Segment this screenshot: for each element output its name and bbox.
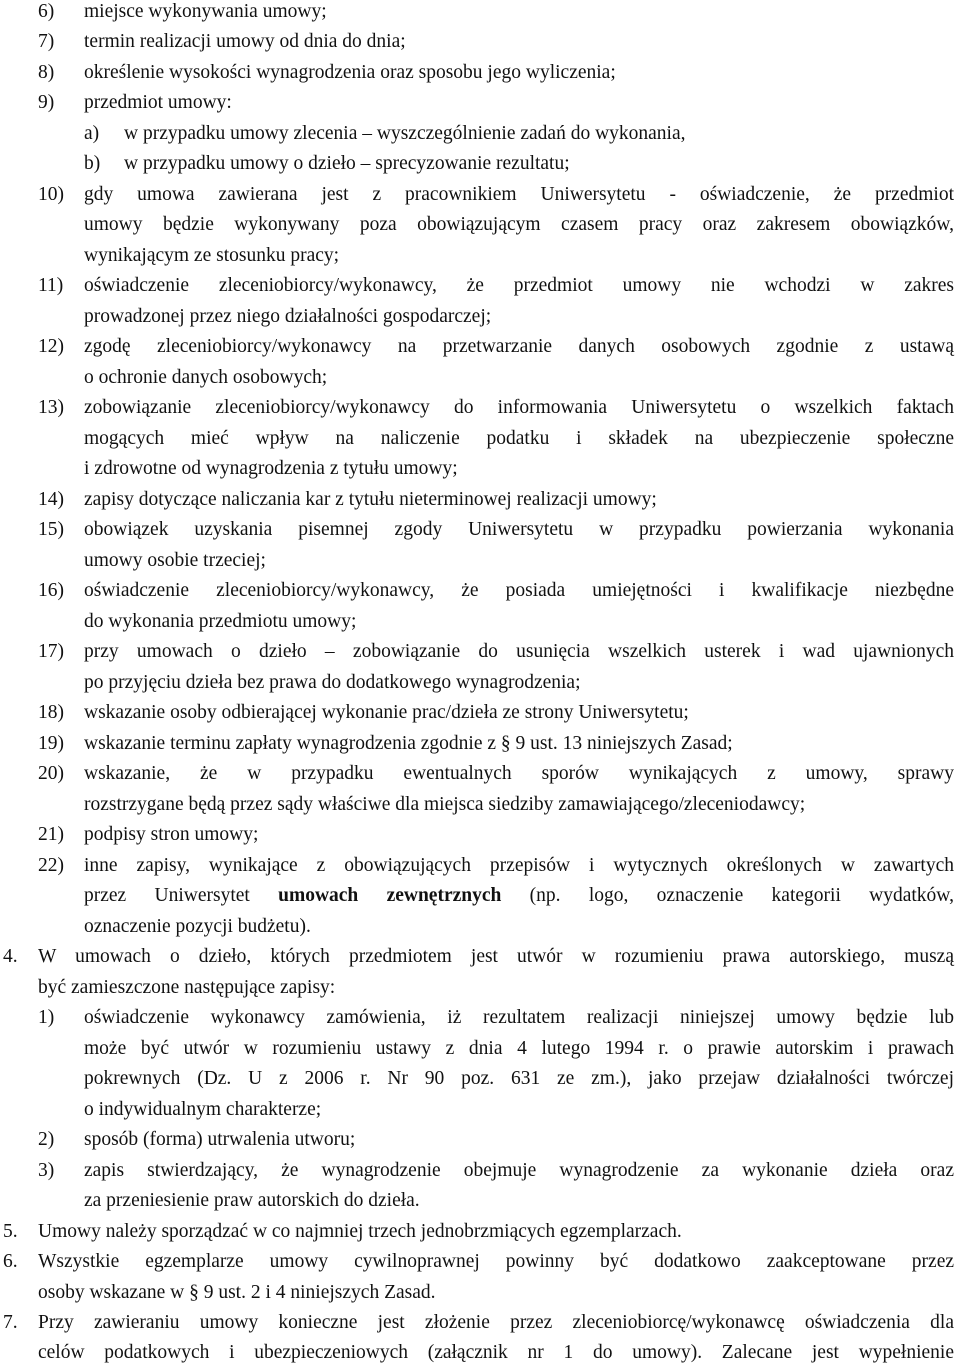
item-text: pokrewnych (Dz. U z 2006 r. Nr 90 poz. 631 ze zm.), jako przejaw działalności twórczej	[84, 1068, 954, 1089]
item-text: umowy osobie trzeciej;	[84, 550, 266, 571]
section-number: 6.	[3, 1251, 18, 1272]
section-text: osoby wskazane w § 9 ust. 2 i 4 niniejszych Zasad.	[38, 1282, 436, 1303]
item-text: po przyjęciu dzieła bez prawa do dodatkowego wynagrodzenia;	[84, 672, 581, 693]
item-text: wskazanie, że w przypadku ewentualnych sporów wynikających z umowy, sprawy	[84, 763, 954, 784]
item-number: 22)	[38, 855, 64, 876]
subitem-letter: a)	[84, 123, 100, 144]
item-text: gdy umowa zawierana jest z pracownikiem Uniwersytetu - oświadczenie, że przedmiot	[84, 184, 954, 205]
item-text: wynikającym ze stosunku pracy;	[84, 245, 340, 266]
item-number: 3)	[38, 1160, 55, 1181]
section-text: Umowy należy sporządzać w co najmniej trzech jednobrzmiących egzemplarzach.	[38, 1221, 682, 1242]
section-number: 5.	[3, 1221, 18, 1242]
item-text: inne zapisy, wynikające z obowiązujących przepisów i wytycznych określonych w zawartych	[84, 855, 954, 876]
item-text: zgodę zleceniobiorcy/wykonawcy na przetwarzanie danych osobowych zgodnie z ustawą	[84, 336, 954, 357]
item-text: obowiązek uzyskania pisemnej zgody Uniwersytetu w przypadku powierzania wykonania	[84, 519, 954, 540]
item-text: wskazanie osoby odbierającej wykonanie prac/dzieła ze strony Uniwersytetu;	[84, 702, 689, 723]
section-text: celów podatkowych i ubezpieczeniowych (załącznik nr 1 do umowy). Zalecane jest wypełnienie	[38, 1342, 954, 1363]
item-text: termin realizacji umowy od dnia do dnia;	[84, 31, 406, 52]
item-number: 2)	[38, 1129, 55, 1150]
item-number: 10)	[38, 184, 64, 205]
item-number: 13)	[38, 397, 64, 418]
section-text: Wszystkie egzemplarze umowy cywilnoprawnej powinny być dodatkowo zaakceptowane przez	[38, 1251, 954, 1272]
item-text: określenie wysokości wynagrodzenia oraz sposobu jego wyliczenia;	[84, 62, 616, 83]
item-text: i zdrowotne od wynagrodzenia z tytułu umowy;	[84, 458, 458, 479]
item-text: wskazanie terminu zapłaty wynagrodzenia zgodnie z § 9 ust. 13 niniejszych Zasad;	[84, 733, 733, 754]
item-text: może być utwór w rozumieniu ustawy z dnia 4 lutego 1994 r. o prawie autorskim i prawach	[84, 1038, 954, 1059]
section-text: W umowach o dzieło, których przedmiotem jest utwór w rozumieniu prawa autorskiego, muszą	[38, 946, 954, 967]
subitem-text: w przypadku umowy o dzieło – sprecyzowanie rezultatu;	[124, 153, 570, 174]
item-number: 15)	[38, 519, 64, 540]
item-text: rozstrzygane będą przez sądy właściwe dla miejsca siedziby zamawiającego/zleceniodawcy;	[84, 794, 806, 815]
item-text-mixed	[84, 885, 954, 907]
item-text: do wykonania przedmiotu umowy;	[84, 611, 357, 632]
item-text: sposób (forma) utrwalenia utworu;	[84, 1129, 356, 1150]
item-text: umowy będzie wykonywany poza obowiązującym czasem pracy oraz zakresem obowiązków,	[84, 214, 954, 235]
item-number: 19)	[38, 733, 64, 754]
item-text: oświadczenie wykonawcy zamówienia, iż rezultatem realizacji niniejszej umowy będzie lub	[84, 1007, 954, 1028]
item-number: 20)	[38, 763, 64, 784]
section-text: Przy zawieraniu umowy konieczne jest złożenie przez zleceniobiorcę/wykonawcę oświadczenia dla	[38, 1312, 954, 1333]
item-text: oświadczenie zleceniobiorcy/wykonawcy, że posiada umiejętności i kwalifikacje niezbędne	[84, 580, 954, 601]
item-text: mogących mieć wpływ na naliczenie podatku i składek na ubezpieczenie społeczne	[84, 428, 954, 449]
item-text: zapis stwierdzający, że wynagrodzenie obejmuje wynagrodzenie za wykonanie dzieła oraz	[84, 1160, 954, 1181]
item-number: 8)	[38, 62, 55, 83]
item-text: oznaczenie pozycji budżetu).	[84, 916, 311, 937]
item-number: 14)	[38, 489, 64, 510]
item-number: 17)	[38, 641, 64, 662]
section-text: być zamieszczone następujące zapisy:	[38, 977, 336, 998]
item-text: przedmiot umowy:	[84, 92, 232, 113]
subitem-text: w przypadku umowy zlecenia – wyszczególnienie zadań do wykonania,	[124, 123, 686, 144]
item-text: prowadzonej przez niego działalności gospodarczej;	[84, 306, 492, 327]
text-segment: (np. logo, oznaczenie kategorii wydatków,	[501, 885, 954, 906]
item-number: 9)	[38, 92, 55, 113]
bold-term: umowach zewnętrznych	[278, 885, 502, 906]
section-number: 4.	[3, 946, 18, 967]
item-number: 18)	[38, 702, 64, 723]
section-number: 7.	[3, 1312, 18, 1333]
item-number: 12)	[38, 336, 64, 357]
item-text: o ochronie danych osobowych;	[84, 367, 328, 388]
item-text: o indywidualnym charakterze;	[84, 1099, 322, 1120]
item-number: 7)	[38, 31, 55, 52]
item-number: 21)	[38, 824, 64, 845]
item-text: podpisy stron umowy;	[84, 824, 259, 845]
item-text: zapisy dotyczące naliczania kar z tytułu nieterminowej realizacji umowy;	[84, 489, 657, 510]
item-number: 11)	[38, 275, 64, 296]
item-number: 6)	[38, 1, 55, 22]
item-text: miejsce wykonywania umowy;	[84, 1, 327, 22]
item-text: za przeniesienie praw autorskich do dzieła.	[84, 1190, 420, 1211]
item-text: oświadczenie zleceniobiorcy/wykonawcy, że przedmiot umowy nie wchodzi w zakres	[84, 275, 954, 296]
item-text: przy umowach o dzieło – zobowiązanie do usunięcia wszelkich usterek i wad ujawnionych	[84, 641, 954, 662]
item-number: 16)	[38, 580, 64, 601]
item-number: 1)	[38, 1007, 55, 1028]
text-segment: przez Uniwersytet	[84, 885, 279, 906]
item-text: zobowiązanie zleceniobiorcy/wykonawcy do informowania Uniwersytetu o wszelkich faktach	[84, 397, 954, 418]
subitem-letter: b)	[84, 153, 101, 174]
